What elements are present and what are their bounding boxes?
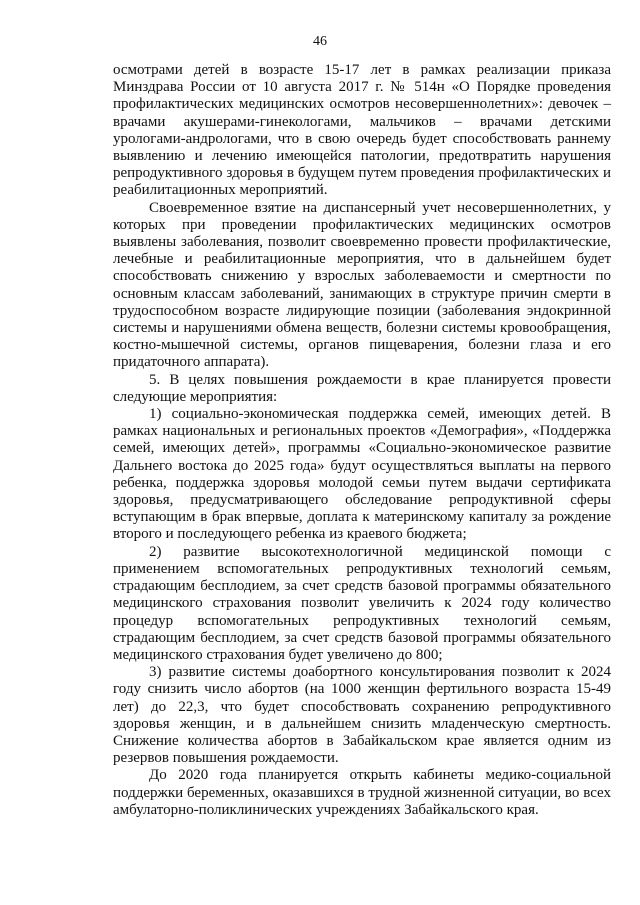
paragraph-dispensary-registration: Своевременное взятие на диспансерный учет несовершеннолетних, у которых при проведении профилактических медицинских осмотров выявлены заболевания, позволит своевременно провести профилактические, лечебные и реабилитационные мероприятия, что в дальнейшем будет способствовать снижению у взрослых заболеваемости и смертности по основным классам заболеваний, занимающих в структуре причин смерти в трудоспособном возрасте лидирующие позиции (заболевания эндокринной системы и нарушениями обмена веществ, болезни системы кровообращения, костно-мышечной системы, органов пищеварения, болезни глаза и его придаточного аппарата). [113, 199, 611, 371]
paragraph-medical-social-support: До 2020 года планируется открыть кабинеты медико-социальной поддержки беременных, оказавшихся в трудной жизненной ситуации, во всех амбулаторно-поликлинических учреждениях Забайкальского края. [113, 767, 611, 818]
paragraph-continuation: осмотрами детей в возрасте 15-17 лет в рамках реализации приказа Минздрава России от 10 августа 2017 г. № 514н «О Порядке проведения профилактических медицинских осмотров несовершеннолетних»: девочек – врачами акушерами-гинекологами, мальчиков – врачами детскими урологами-андрологами, что в свою очередь будет способствовать раннему выявлению и лечению имеющейся патологии, предотвратить нарушения репродуктивного здоровья в будущем путем проведения профилактических и реабилитационных мероприятий. [113, 62, 611, 199]
paragraph-subitem-2: 2) развитие высокотехнологичной медицинской помощи с применением вспомогательных репродуктивных технологий семьям, страдающим бесплодием, за счет средств базовой программы обязательного медицинского страхования позволит увеличить к 2024 году количество процедур вспомогательных репродуктивных технологий семьям, страдающим бесплодием, за счет средств базовой программы обязательного медицинского страхования будет увеличено до 800; [113, 543, 611, 663]
paragraph-item-5-intro: 5. В целях повышения рождаемости в крае планируется провести следующие мероприятия: [113, 371, 611, 405]
paragraph-subitem-1: 1) социально-экономическая поддержка семей, имеющих детей. В рамках национальных и региональных проектов «Демография», «Поддержка семей, имеющих детей», программы «Социально-экономическое развитие Дальнего востока до 2025 года» будут осуществляться выплаты на первого ребенка, поддержка здоровья молодой семьи путем выдачи сертификата здоровья, предусматривающего обследование репродуктивной сферы вступающим в брак впервые, доплата к материнскому капиталу за рождение второго и последующего ребенка из краевого бюджета; [113, 406, 611, 543]
page-number: 46 [313, 34, 327, 49]
paragraph-subitem-3: 3) развитие системы доабортного консультирования позволит к 2024 году снизить число абортов (на 1000 женщин фертильного возраста 15-49 лет) до 22,3, что будет способствовать сохранению репродуктивного здоровья женщин, и в дальнейшем снизить младенческую смертность. Снижение количества абортов в Забайкальском крае является одним из резервов повышения рождаемости. [113, 664, 611, 767]
document-body [113, 62, 611, 819]
